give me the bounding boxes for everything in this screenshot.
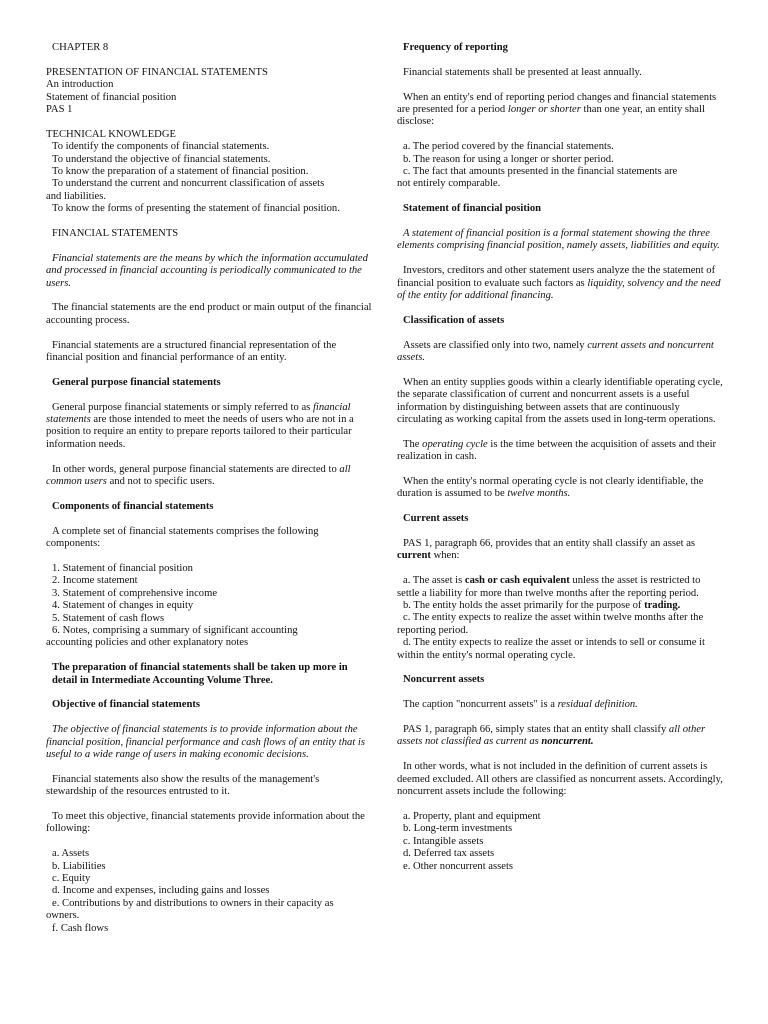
components-intro: A complete set of financial statements comprises the following components:	[46, 525, 319, 550]
freq-p2-text-a: When an entity's end of reporting period changes and financial statements are presented for a period	[397, 91, 717, 115]
objective-item: b. Liabilities	[52, 860, 106, 872]
current-asset-item-b	[397, 600, 723, 612]
sfp-heading: Statement of financial position	[403, 203, 542, 215]
component-item: 5. Statement of cash flows	[52, 612, 165, 624]
gp-p2-text-c: and not to specific users.	[109, 476, 215, 488]
ca-b-text: b. The entity holds the asset primarily for the purpose of	[403, 600, 642, 612]
cls-p1-italic: current assets and noncurrent assets.	[397, 339, 714, 364]
financial-statements-heading: FINANCIAL STATEMENTS	[52, 228, 179, 240]
right-column	[397, 42, 723, 873]
ca-a-text-3: unless the asset is restricted to settle a liability for more than twelve months after the reporting period.	[397, 575, 701, 599]
frequency-heading: Frequency of reporting	[403, 42, 508, 53]
objective-paragraph-3: To meet this objective, financial statements provide information about the following:	[46, 810, 365, 835]
fs-definition: Financial statements are the means by which the information accumulated and processed in financial accounting is periodically communicated to the users.	[46, 252, 368, 289]
tech-item: To identify the components of financial statements.	[52, 141, 270, 153]
objective-item: d. Income and expenses, including gains and losses	[52, 885, 270, 897]
frequency-item: a. The period covered by the financial statements.	[403, 141, 614, 153]
chapter-title: PRESENTATION OF FINANCIAL STATEMENTS	[46, 66, 268, 78]
component-item-continuation: accounting policies and other explanatory notes	[46, 637, 249, 649]
noncurrent-paragraph-2	[397, 724, 723, 749]
cls-p4-italic: twelve months.	[507, 488, 571, 500]
nca-p2-italic: all other assets not classified as current as	[397, 724, 706, 748]
tech-item: To know the forms of presenting the statement of financial position.	[52, 203, 340, 215]
objective-definition: The objective of financial statements is to provide information about the financial position, financial performance and cash flows of an entity that is useful to a wide range of users in making economic decisions.	[46, 724, 365, 760]
objective-paragraph-2: Financial statements also show the results of the management's stewardship of the resources entrusted to it.	[46, 773, 320, 798]
nca-p1-italic: residual definition.	[557, 699, 638, 711]
classification-paragraph-2: When an entity supplies goods within a clearly identifiable operating cycle, the separate classification of current and noncurrent assets is a useful information by distinguishing between assets that are continuously circulating as working capital from the assets used in long-term operations.	[397, 376, 723, 426]
current-assets-heading: Current assets	[403, 513, 469, 525]
current-assets-paragraph-1	[397, 538, 723, 563]
noncurrent-item: b. Long-term investments	[403, 823, 513, 835]
gp-p1-italic: financial statements	[46, 401, 351, 426]
gp-p1-text-c: are those intended to meet the needs of users who are not in a position to require an entity to prepare reports tailored to their particular information needs.	[46, 414, 354, 450]
noncurrent-paragraph-1	[397, 699, 723, 711]
component-item: 3. Statement of comprehensive income	[52, 587, 218, 599]
fs-paragraph-2: The financial statements are the end product or main output of the financial accounting process.	[46, 302, 372, 326]
tech-item: To understand the objective of financial statements.	[52, 153, 271, 165]
frequency-item: c. The fact that amounts presented in the financial statements are	[403, 166, 678, 178]
chapter-subtitle-1: An introduction	[46, 79, 114, 91]
chapter-subtitle-3: PAS 1	[46, 104, 73, 116]
gp-p2-italic: all common users	[46, 463, 351, 488]
frequency-item-continuation: not entirely comparable.	[397, 178, 501, 190]
tech-item: To know the preparation of a statement of financial position.	[52, 166, 309, 178]
general-purpose-heading: General purpose financial statements	[52, 376, 221, 388]
noncurrent-item: e. Other noncurrent assets	[403, 860, 514, 872]
noncurrent-item: c. Intangible assets	[403, 835, 484, 847]
current-asset-item-a	[397, 575, 723, 600]
ca-b-bold: trading.	[644, 600, 681, 612]
frequency-paragraph-2	[397, 92, 723, 129]
noncurrent-item: a. Property, plant and equipment	[403, 810, 541, 822]
gp-p2-text-a: In other words, general purpose financial statements are directed to	[52, 463, 337, 475]
classification-paragraph-1	[397, 340, 723, 365]
nca-p2-bold-italic: noncurrent.	[541, 736, 594, 748]
component-item: 6. Notes, comprising a summary of significant accounting	[52, 624, 298, 636]
component-item: 4. Statement of changes in equity	[52, 600, 194, 612]
component-item: 1. Statement of financial position	[52, 562, 193, 574]
cls-p1-text-a: Assets are classified only into two, namely	[403, 339, 585, 351]
nca-p2-text-a: PAS 1, paragraph 66, simply states that an entity shall classify	[403, 724, 667, 736]
objective-item: c. Equity	[52, 872, 91, 884]
ca-p1-text-a: PAS 1, paragraph 66, provides that an entity shall classify an asset as	[403, 538, 696, 550]
current-asset-item-d: d. The entity expects to realize the asset or intends to sell or consume it within the entity's normal operating cycle.	[397, 637, 705, 661]
objective-heading: Objective of financial statements	[52, 699, 200, 711]
cls-p3-text-a: The	[403, 438, 420, 450]
technical-knowledge-heading: TECHNICAL KNOWLEDGE	[46, 128, 176, 140]
objective-item: a. Assets	[52, 848, 90, 860]
chapter-label: CHAPTER 8	[52, 42, 109, 53]
sfp-p2-text-a: Investors, creditors and other statement users analyze the the statement of financial position to evaluate such factors as	[397, 265, 716, 289]
noncurrent-item: d. Deferred tax assets	[403, 848, 495, 860]
chapter-subtitle-2: Statement of financial position	[46, 91, 177, 103]
classification-heading: Classification of assets	[403, 314, 505, 326]
left-column	[46, 42, 372, 935]
frequency-item: b. The reason for using a longer or shorter period.	[403, 153, 614, 165]
objective-item: f. Cash flows	[52, 922, 109, 934]
ca-a-text-1: a. The asset is	[403, 575, 463, 587]
ca-p1-text-c: when:	[433, 550, 460, 562]
gp-p1-text-a: General purpose financial statements or simply referred to as	[52, 401, 311, 413]
objective-item-continuation: owners.	[46, 910, 80, 922]
nca-p1-text-a: The caption "noncurrent assets" is a	[403, 699, 555, 711]
cls-p3-italic: operating cycle	[422, 438, 488, 450]
gp-paragraph-1	[46, 402, 372, 452]
components-heading: Components of financial statements	[52, 500, 214, 512]
component-item: 2. Income statement	[52, 575, 138, 587]
classification-paragraph-4	[397, 476, 723, 501]
freq-p2-italic: longer or shorter	[507, 104, 581, 115]
tech-item: To understand the current and noncurrent classification of assets	[52, 178, 325, 190]
preparation-note: The preparation of financial statements shall be taken up more in detail in Intermediate Accounting Volume Three.	[52, 662, 348, 686]
cls-p4-text-a: When the entity's normal operating cycle is not clearly identifiable, the duration is assumed to be	[397, 476, 704, 500]
objective-item: e. Contributions by and distributions to owners in their capacity as	[52, 897, 334, 909]
sfp-paragraph-2	[397, 265, 723, 302]
noncurrent-assets-heading: Noncurrent assets	[403, 674, 485, 686]
freq-p2-text-c: than one year, an entity shall disclose:	[397, 104, 705, 128]
cls-p3-text-c: is the time between the acquisition of assets and their realization in cash.	[397, 438, 717, 463]
current-asset-item-c: c. The entity expects to realize the asset within twelve months after the reporting period.	[397, 612, 704, 636]
sfp-p2-italic: liquidity, solvency and the need of the entity for additional financing.	[397, 277, 721, 302]
noncurrent-paragraph-3: In other words, what is not included in the definition of current assets is deemed excluded. All others are classified as noncurrent assets. Accordingly, noncurrent assets include the following:	[397, 761, 723, 798]
classification-paragraph-3	[397, 439, 723, 464]
gp-paragraph-2	[46, 464, 372, 489]
ca-a-bold: cash or cash equivalent	[464, 575, 570, 587]
tech-item-continuation: and liabilities.	[46, 190, 107, 202]
ca-p1-bold: current	[397, 550, 431, 562]
frequency-paragraph-1: Financial statements shall be presented at least annually.	[403, 66, 642, 78]
sfp-definition: A statement of financial position is a formal statement showing the three elements comprising financial position, namely assets, liabilities and equity.	[397, 228, 720, 252]
fs-paragraph-3: Financial statements are a structured financial representation of the financial position and financial performance of an entity.	[46, 339, 337, 364]
